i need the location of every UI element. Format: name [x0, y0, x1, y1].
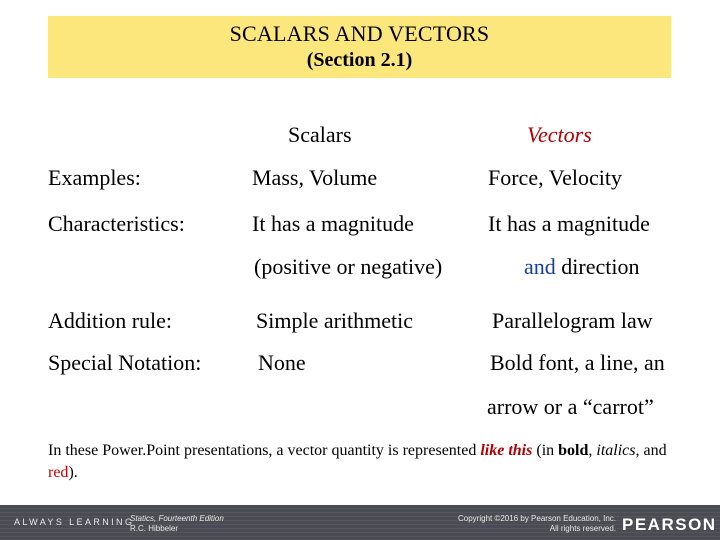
examples-vector: Force, Velocity — [488, 165, 623, 190]
slide-subtitle: (Section 2.1) — [306, 49, 413, 71]
rights-line: All rights reserved. — [549, 524, 616, 533]
notation-vector-continued: arrow or a “carrot” — [487, 394, 654, 419]
characteristics-vector: It has a magnitude — [488, 211, 650, 236]
examples-scalar: Mass, Volume — [252, 165, 378, 190]
characteristics-label: Characteristics: — [48, 211, 185, 236]
addition-vector: Parallelogram law — [492, 308, 653, 333]
title-banner — [48, 16, 671, 78]
copyright-line: Copyright ©2016 by Pearson Education, Inc. — [458, 514, 616, 523]
characteristics-scalar-sign: (positive or negative) — [254, 254, 443, 279]
note-text: , — [588, 442, 597, 459]
addition-scalar: Simple arithmetic — [256, 308, 414, 333]
copyright-notice — [380, 514, 616, 534]
pearson-logo: PEARSON — [622, 515, 717, 534]
book-info — [130, 514, 224, 534]
notation-vector: Bold font, a line, an — [490, 350, 665, 375]
note-text: , and — [635, 442, 667, 459]
bold-word: bold — [558, 442, 589, 459]
vectors-column-header: Vectors — [527, 122, 592, 147]
characteristics-vector-direction — [524, 254, 639, 280]
notation-label: Special Notation: — [48, 350, 202, 375]
examples-label: Examples: — [48, 165, 141, 190]
vector-notation-note — [48, 440, 688, 484]
footer-bar — [0, 505, 720, 540]
always-learning-brand: ALWAYS LEARNING — [14, 517, 135, 527]
red-word: red — [48, 464, 69, 481]
book-title: Statics, Fourteenth Edition — [130, 514, 224, 523]
book-author: R.C. Hibbeler — [130, 524, 179, 533]
italics-word: italics — [596, 442, 636, 459]
notation-scalar: None — [258, 350, 306, 375]
addition-rule-label: Addition rule: — [48, 308, 173, 333]
note-text: ). — [68, 464, 78, 481]
characteristics-scalar: It has a magnitude — [252, 211, 414, 236]
scalars-column-header: Scalars — [288, 122, 352, 147]
note-text: (in — [532, 442, 559, 459]
like-this-example: like this — [480, 442, 533, 459]
and-word: and — [524, 254, 556, 279]
note-text: In these Power.Point presentations, a vector quantity is represented — [48, 442, 481, 459]
direction-word: direction — [555, 254, 640, 279]
slide-title: SCALARS AND VECTORS — [229, 21, 490, 46]
